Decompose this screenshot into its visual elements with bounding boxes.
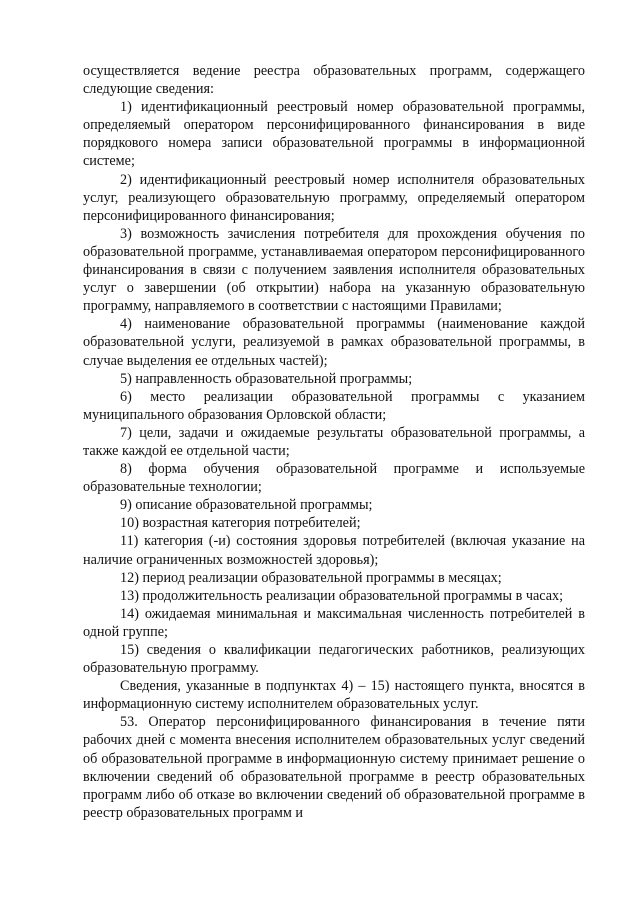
list-item-8: 8) форма обучения образовательной программе и используемые образовательные технологии;: [83, 461, 585, 496]
list-item-6: 6) место реализации образовательной программы с указанием муниципального образования Орловской области;: [83, 388, 585, 423]
list-item-12: 12) период реализации образовательной программы в месяцах;: [120, 569, 502, 586]
list-item-15: 15) сведения о квалификации педагогических работников, реализующих образовательную программу.: [83, 642, 585, 677]
paragraph-intro: осуществляется ведение реестра образовательных программ, содержащего следующие сведения:: [83, 63, 585, 98]
list-item-9: 9) описание образовательной программы;: [120, 497, 373, 514]
paragraph-clause-53: 53. Оператор персонифицированного финансирования в течение пяти рабочих дней с момента внесения исполнителем образовательных услуг сведений об образовательной программе в информационную систему принимает решение о включении сведений об образовательной программе в реестр образовательных программ либо об отказе во включении сведений об образовательной программе в реестр образовательных программ и: [83, 714, 585, 821]
list-item-14: 14) ожидаемая минимальная и максимальная численность потребителей в одной группе;: [83, 605, 585, 640]
list-item-10: 10) возрастная категория потребителей;: [120, 515, 361, 532]
list-item-11: 11) категория (-и) состояния здоровья потребителей (включая указание на наличие ограниченных возможностей здоровья);: [83, 533, 585, 568]
list-item-2: 2) идентификационный реестровый номер исполнителя образовательных услуг, реализующего образовательную программу, определяемый оператором персонифицированного финансирования;: [83, 171, 585, 224]
list-item-1: 1) идентификационный реестровый номер образовательной программы, определяемый оператором персонифицированного финансирования в виде порядкового номера записи образовательной программы в информационной системе;: [83, 99, 585, 170]
paragraph-note: Сведения, указанные в подпунктах 4) – 15) настоящего пункта, вносятся в информационную систему исполнителем образовательных услуг.: [83, 678, 585, 713]
list-item-5: 5) направленность образовательной программы;: [120, 370, 413, 387]
list-item-7: 7) цели, задачи и ожидаемые результаты образовательной программы, а также каждой ее отдельной части;: [83, 424, 585, 459]
list-item-13: 13) продолжительность реализации образовательной программы в часах;: [120, 587, 564, 604]
list-item-4: 4) наименование образовательной программы (наименование каждой образовательной услуги, реализуемой в рамках образовательной программы, в случае выделения ее отдельных частей);: [83, 316, 585, 369]
list-item-3: 3) возможность зачисления потребителя для прохождения обучения по образовательной программе, устанавливаемая оператором персонифицированного финансирования в связи с получением заявления исполнителя образовательных услуг о завершении (об открытии) набора на указанную образовательную программу, направляемого в соответствии с настоящими Правилами;: [83, 225, 585, 315]
